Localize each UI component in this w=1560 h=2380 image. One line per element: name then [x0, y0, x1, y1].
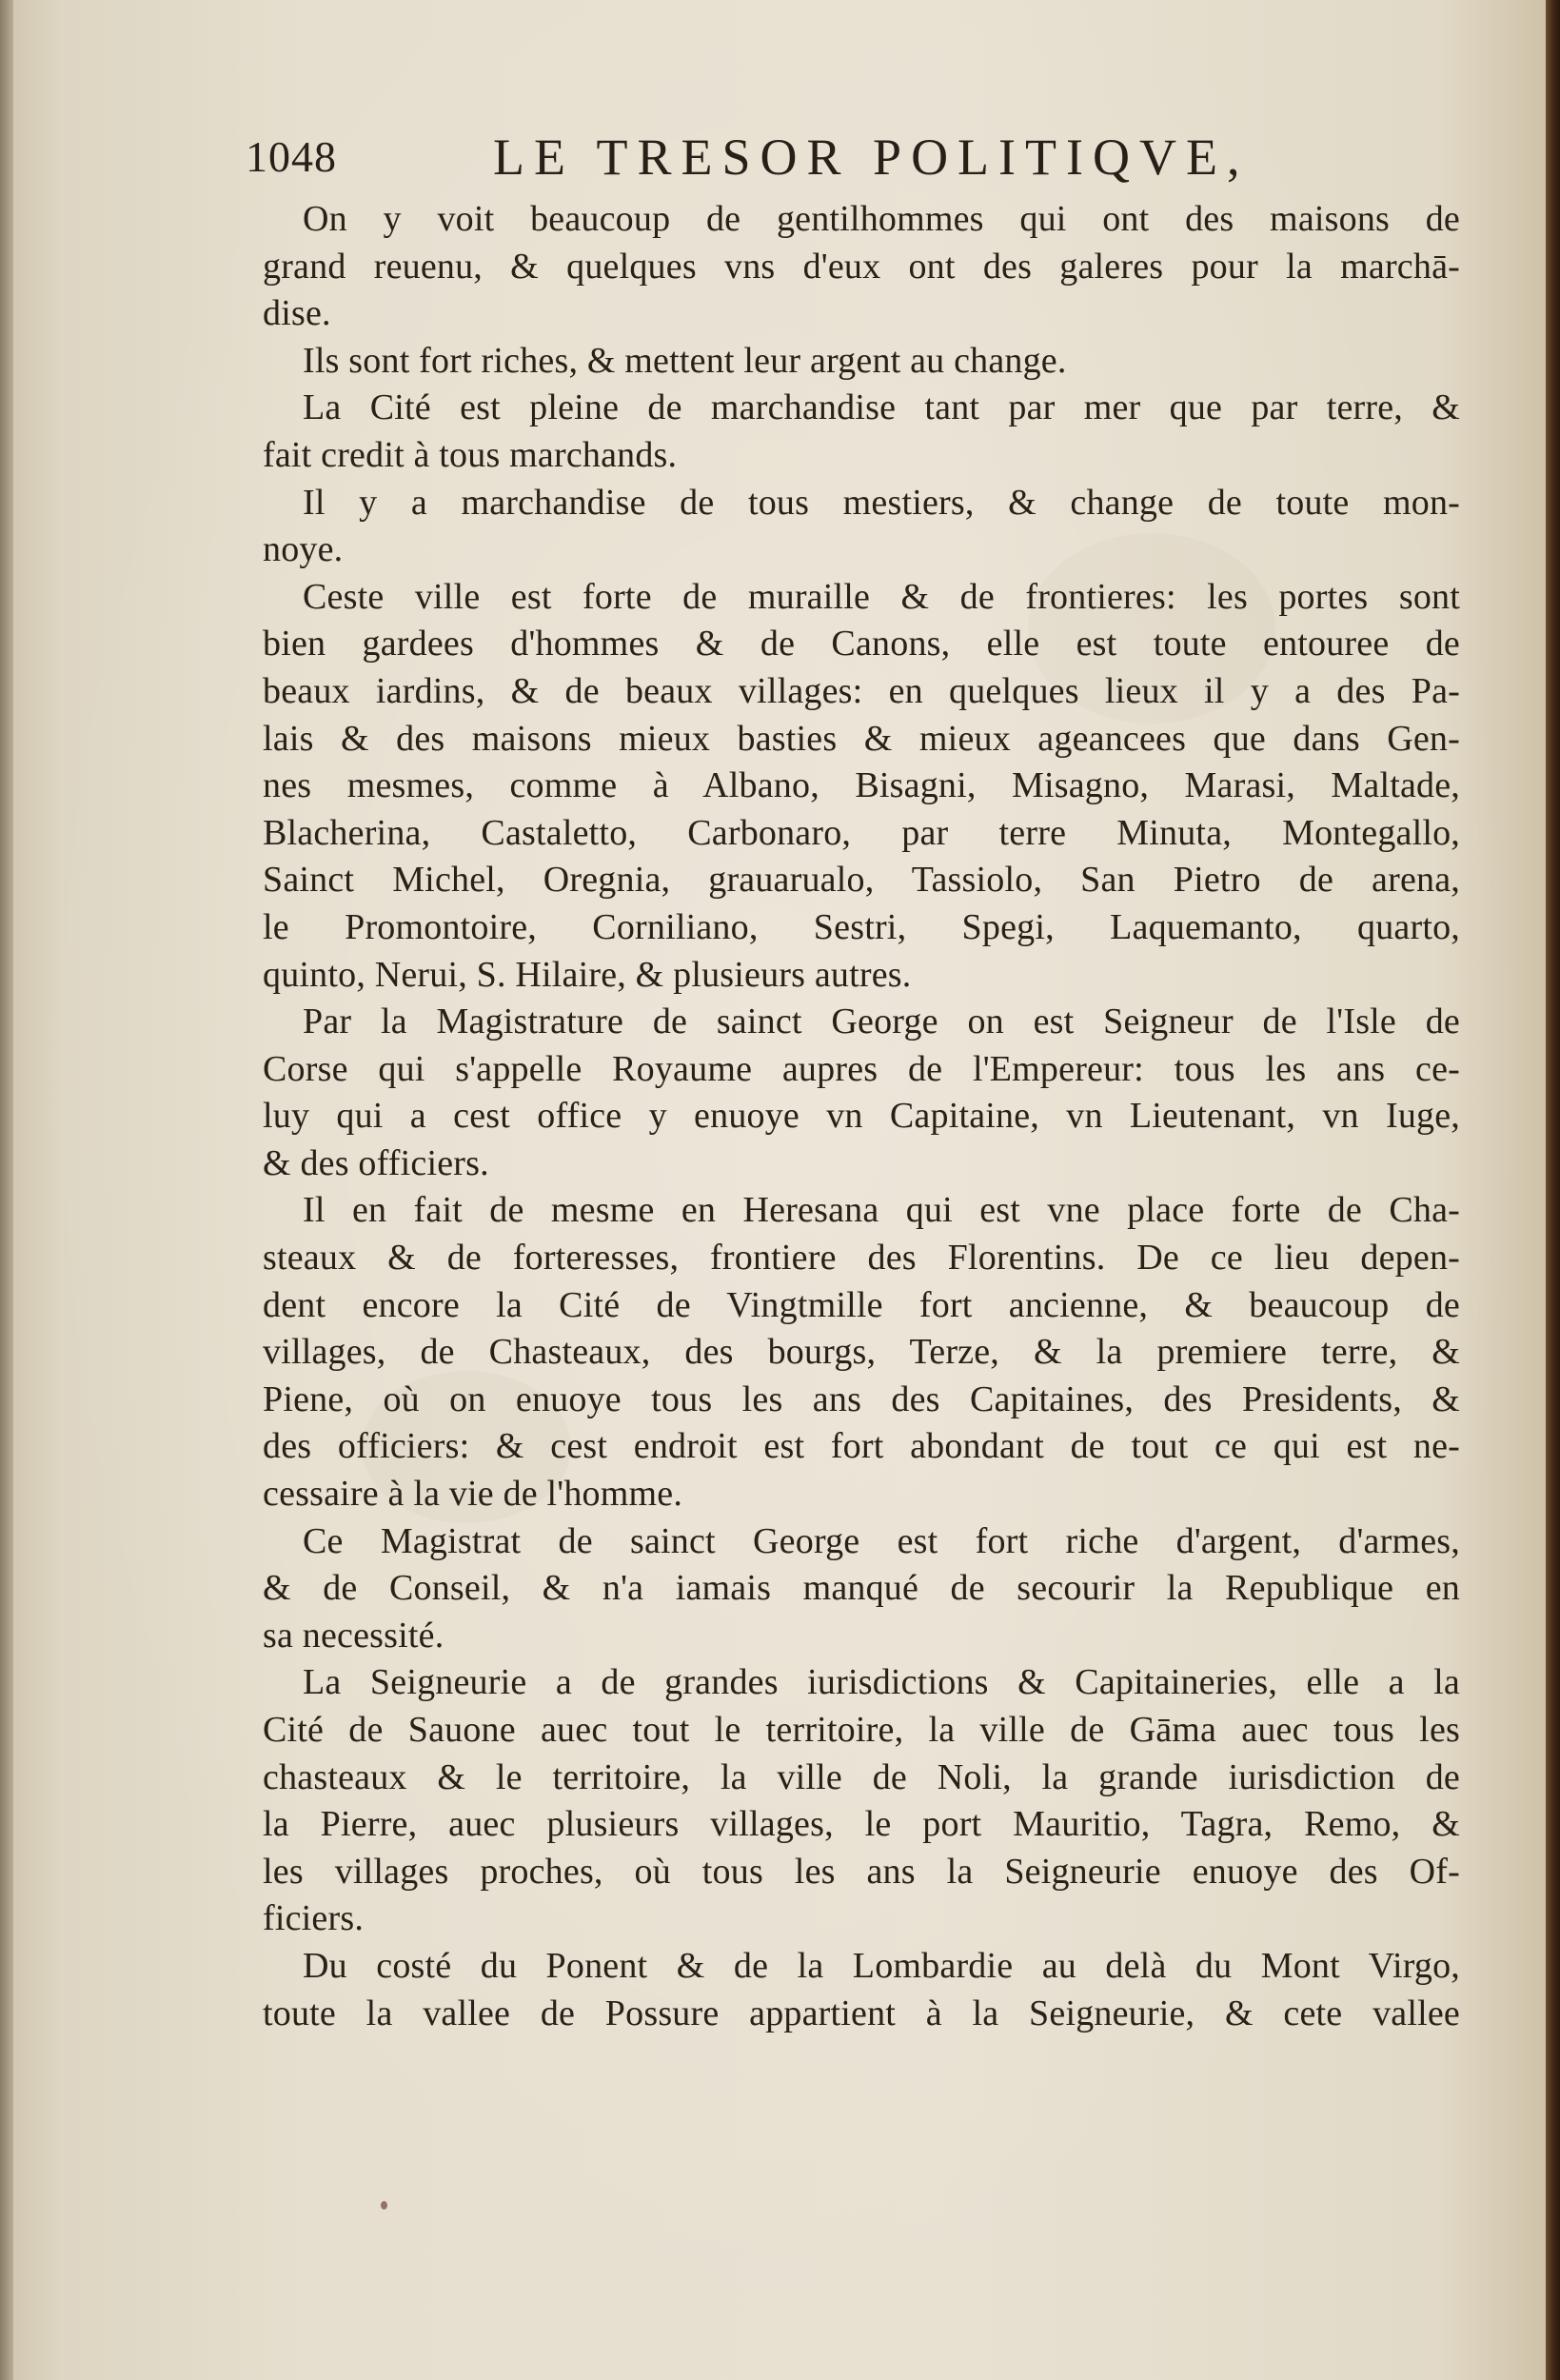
ink-speck — [381, 2201, 387, 2210]
text-line: Corse qui s'appelle Royaume aupres de l'Empereur: tous les ans ce- — [263, 1048, 1460, 1089]
running-header — [246, 124, 1473, 190]
text-line: le Promontoire, Corniliano, Sestri, Spegi, Laquemanto, quarto, — [263, 906, 1460, 947]
text-line: dise. — [263, 293, 331, 334]
book-cover-edge — [1546, 0, 1560, 2380]
text-line: lais & des maisons mieux basties & mieux ageancees que dans Gen- — [263, 718, 1460, 759]
text-line: villages, de Chasteaux, des bourgs, Terze, & la premiere terre, & — [263, 1332, 1460, 1373]
text-line: Ce Magistrat de sainct George est fort riche d'argent, d'armes, — [303, 1520, 1460, 1561]
text-line: Piene, où on enuoye tous les ans des Capitaines, des Presidents, & — [263, 1378, 1460, 1419]
text-line: fait credit à tous marchands. — [263, 434, 678, 475]
text-line: Il en fait de mesme en Heresana qui est vne place forte de Cha- — [303, 1190, 1460, 1231]
text-line: toute la vallee de Possure appartient à la Seigneurie, & cete vallee — [263, 1993, 1460, 2033]
running-title: LE TRESOR POLITIQVE, — [493, 129, 1250, 186]
text-line: quinto, Nerui, S. Hilaire, & plusieurs autres. — [263, 954, 912, 995]
text-line: dent encore la Cité de Vingtmille fort ancienne, & beaucoup de — [263, 1284, 1460, 1325]
text-line: luy qui a cest office y enuoye vn Capitaine, vn Lieutenant, vn Iuge, — [263, 1096, 1460, 1137]
text-line: & des officiers. — [263, 1142, 489, 1183]
text-line: noye. — [263, 529, 344, 570]
text-line: La Cité est pleine de marchandise tant par mer que par terre, & — [303, 387, 1460, 428]
text-line: nes mesmes, comme à Albano, Bisagni, Misagno, Marasi, Maltade, — [263, 765, 1460, 806]
text-line: Cité de Sauone auec tout le territoire, la ville de Gāma auec tous les — [263, 1710, 1460, 1750]
text-line: sa necessité. — [263, 1615, 444, 1656]
page-gutter-edge — [0, 0, 13, 2380]
text-line: steaux & de forteresses, frontiere des Florentins. De ce lieu depen- — [263, 1238, 1460, 1279]
text-line: La Seigneurie a de grandes iurisdictions & Capitaineries, elle a la — [303, 1662, 1460, 1703]
text-line: ficiers. — [263, 1898, 365, 1939]
text-line: Blacherina, Castaletto, Carbonaro, par terre Minuta, Montegallo, — [263, 812, 1460, 853]
text-line: Par la Magistrature de sainct George on est Seigneur de l'Isle de — [303, 1002, 1460, 1042]
text-line: grand reuenu, & quelques vns d'eux ont des galeres pour la marchā- — [263, 246, 1460, 287]
text-line: les villages proches, où tous les ans la Seigneurie enuoye des Of- — [263, 1851, 1460, 1892]
text-line: On y voit beaucoup de gentilhommes qui ont des maisons de — [303, 199, 1460, 239]
text-line: chasteaux & le territoire, la ville de Noli, la grande iurisdiction de — [263, 1756, 1460, 1797]
body-text — [263, 196, 1460, 2037]
text-line: Du costé du Ponent & de la Lombardie au delà du Mont Virgo, — [303, 1945, 1460, 1986]
text-line: Ils sont fort riches, & mettent leur argent au change. — [303, 340, 1067, 381]
text-line: des officiers: & cest endroit est fort abondant de tout ce qui est ne- — [263, 1426, 1460, 1467]
text-line: Il y a marchandise de tous mestiers, & change de toute mon- — [303, 482, 1460, 523]
text-line: Ceste ville est forte de muraille & de frontieres: les portes sont — [303, 576, 1460, 617]
page-number: 1048 — [246, 132, 337, 181]
text-line: bien gardees d'hommes & de Canons, elle est toute entouree de — [263, 624, 1460, 664]
text-line: beaux iardins, & de beaux villages: en quelques lieux il y a des Pa- — [263, 670, 1460, 711]
text-line: la Pierre, auec plusieurs villages, le port Mauritio, Tagra, Remo, & — [263, 1804, 1460, 1845]
text-line: Sainct Michel, Oregnia, grauarualo, Tassiolo, San Pietro de arena, — [263, 860, 1460, 901]
text-line: cessaire à la vie de l'homme. — [263, 1474, 683, 1515]
text-line: & de Conseil, & n'a iamais manqué de secourir la Republique en — [263, 1568, 1460, 1609]
